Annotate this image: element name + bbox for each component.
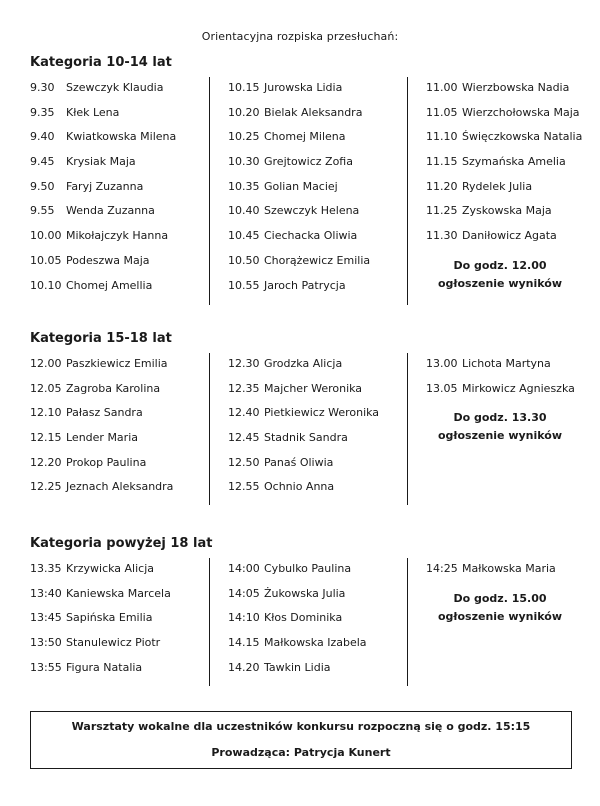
slot-time: 13:50 [30,636,62,650]
schedule-row [426,229,586,254]
slot-time: 13:55 [30,660,62,674]
participant-name: Kłek Lena [66,105,120,119]
schedule-row [30,480,200,505]
slot-time: 13.35 [30,562,62,575]
schedule-row [30,204,200,229]
schedule-row [30,155,200,180]
slot-time: 13.00 [426,357,458,370]
participant-name: Chorążewicz Emilia [264,253,371,267]
column-divider [209,558,210,686]
schedule-row [228,130,398,155]
column-divider [407,353,408,505]
column-divider [209,77,210,305]
participant-name: Podeszwa Maja [66,253,150,267]
schedule-row [228,431,398,456]
schedule-row [426,357,586,382]
schedule-column-2 [228,357,398,505]
slot-time: 14:10 [228,611,260,625]
schedule-row [228,357,398,382]
workshop-notice-box [30,711,572,769]
participant-name: Chomej Amellia [66,278,153,292]
participant-name: Stanulewicz Piotr [66,636,161,650]
schedule-row [30,279,200,304]
workshop-announcement: Warsztaty wokalne dla uczestników konkursu rozpoczną się o godz. 15:15 [71,720,531,733]
slot-time: 10.45 [228,229,260,243]
participant-name: Lichota Martyna [462,357,551,370]
schedule-row [30,456,200,481]
schedule-row [228,81,398,106]
results-announcement: Do godz. 13.30 ogłoszenie wyników [437,411,563,443]
participant-name: Grodzka Alicja [264,357,343,370]
participant-name: Majcher Weronika [264,381,363,395]
results-announcement: Do godz. 15.00 ogłoszenie wyników [437,591,563,623]
participant-name: Ciechacka Oliwia [264,229,358,243]
slot-time: 12.50 [228,455,260,469]
schedule-row [228,456,398,481]
schedule-row [228,661,398,686]
schedule-row [228,254,398,279]
participant-name: Daniłowicz Agata [462,229,557,243]
participant-name: Kaniewska Marcela [66,586,171,600]
slot-time: 11.25 [426,204,458,218]
slot-time: 10.35 [228,179,260,193]
schedule-row [228,611,398,636]
schedule-row [228,636,398,661]
slot-time: 10.00 [30,229,62,243]
category-heading: Kategoria 10-14 lat [30,55,172,70]
participant-name: Golian Maciej [264,179,338,193]
category-heading: Kategoria powyżej 18 lat [30,536,213,551]
schedule-row [228,406,398,431]
participant-name: Faryj Zuzanna [66,179,144,193]
schedule-row [426,180,586,205]
schedule-row [426,81,586,106]
schedule-row [30,254,200,279]
schedule-column-1 [30,562,200,685]
slot-time: 10.10 [30,278,62,292]
participant-name: Wierzchołowska Maja [462,105,580,119]
slot-time: 9.45 [30,155,55,169]
slot-time: 13:40 [30,586,62,600]
participant-name: Panaś Oliwia [264,455,334,469]
participant-name: Szewczyk Helena [264,204,360,218]
schedule-row [30,431,200,456]
slot-time: 10.50 [228,253,260,267]
schedule-column-3 [426,81,586,293]
slot-time: 14:25 [426,562,458,575]
schedule-row [30,562,200,587]
slot-time: 11.10 [426,130,458,144]
schedule-row [228,562,398,587]
slot-time: 9.30 [30,81,55,94]
slot-time: 12.30 [228,357,260,370]
column-divider [407,77,408,305]
slot-time: 10.30 [228,155,260,169]
schedule-row [426,106,586,131]
participant-name: Szewczyk Klaudia [66,81,164,94]
slot-time: 13:45 [30,611,62,625]
slot-time: 12.05 [30,381,62,395]
slot-time: 12.15 [30,431,62,445]
schedule-row [228,155,398,180]
schedule-row [228,229,398,254]
slot-time: 10.25 [228,130,260,144]
participant-name: Krzywicka Alicja [66,562,155,575]
participant-name: Wierzbowska Nadia [462,81,570,94]
category-heading: Kategoria 15-18 lat [30,331,172,346]
schedule-row [426,155,586,180]
participant-name: Figura Natalia [66,660,143,674]
participant-name: Jurowska Lidia [264,81,343,94]
schedule-row [30,229,200,254]
schedule-row [426,204,586,229]
slot-time: 12.00 [30,357,62,370]
slot-time: 10.55 [228,278,260,292]
participant-name: Bielak Aleksandra [264,105,363,119]
participant-name: Lender Maria [66,431,138,445]
participant-name: Pałasz Sandra [66,406,143,420]
schedule-row [30,661,200,686]
schedule-column-2 [228,81,398,303]
schedule-row [228,480,398,505]
page-title: Orientacyjna rozpiska przesłuchań: [201,30,399,43]
schedule-row [228,587,398,612]
participant-name: Sapińska Emilia [66,611,153,625]
schedule-row [228,106,398,131]
participant-name: Mirkowicz Agnieszka [462,381,575,395]
participant-name: Wenda Zuzanna [66,204,155,218]
schedule-row [30,636,200,661]
slot-time: 14:00 [228,562,260,575]
participant-name: Zagroba Karolina [66,381,161,395]
participant-name: Ochnio Anna [264,480,335,494]
schedule-row [426,382,586,407]
participant-name: Prokop Paulina [66,455,147,469]
participant-name: Rydelek Julia [462,179,533,193]
schedule-row [228,180,398,205]
slot-time: 12.40 [228,406,260,420]
slot-time: 9.40 [30,130,55,144]
participant-name: Święczkowska Natalia [462,130,583,144]
schedule-column-3 [426,562,586,626]
schedule-column-1 [30,81,200,303]
schedule-row [228,279,398,304]
slot-time: 11.05 [426,105,458,119]
participant-name: Krysiak Maja [66,155,136,169]
slot-time: 10.40 [228,204,260,218]
schedule-column-1 [30,357,200,505]
schedule-row [426,562,586,587]
schedule-row [30,611,200,636]
slot-time: 12.10 [30,406,62,420]
schedule-row [30,382,200,407]
schedule-row [30,357,200,382]
slot-time: 12.25 [30,480,62,494]
participant-name: Małkowska Maria [462,562,556,575]
slot-time: 10.15 [228,81,260,94]
participant-name: Grejtowicz Zofia [264,155,353,169]
participant-name: Cybulko Paulina [264,562,352,575]
schedule-row [426,130,586,155]
schedule-row [30,406,200,431]
participant-name: Tawkin Lidia [264,660,331,674]
slot-time: 14.20 [228,660,260,674]
schedule-row [30,587,200,612]
slot-time: 12.55 [228,480,260,494]
participant-name: Zyskowska Maja [462,204,552,218]
participant-name: Mikołajczyk Hanna [66,229,169,243]
results-announcement: Do godz. 12.00 ogłoszenie wyników [437,258,563,290]
slot-time: 11.30 [426,229,458,243]
participant-name: Kłos Dominika [264,611,343,625]
slot-time: 12.45 [228,431,260,445]
slot-time: 11.00 [426,81,458,94]
slot-time: 11.20 [426,179,458,193]
schedule-row [228,204,398,229]
participant-name: Jaroch Patrycja [264,278,346,292]
workshop-host: Prowadząca: Patrycja Kunert [211,746,391,759]
slot-time: 9.50 [30,179,55,193]
participant-name: Kwiatkowska Milena [66,130,177,144]
slot-time: 10.20 [228,105,260,119]
column-divider [407,558,408,686]
slot-time: 9.55 [30,204,55,218]
slot-time: 12.35 [228,381,260,395]
slot-time: 9.35 [30,105,55,119]
column-divider [209,353,210,505]
slot-time: 11.15 [426,155,458,169]
slot-time: 10.05 [30,253,62,267]
participant-name: Szymańska Amelia [462,155,566,169]
schedule-row [30,106,200,131]
slot-time: 13.05 [426,381,458,395]
participant-name: Pietkiewicz Weronika [264,406,380,420]
participant-name: Stadnik Sandra [264,431,348,445]
participant-name: Chomej Milena [264,130,346,144]
slot-time: 14:05 [228,586,260,600]
schedule-column-3 [426,357,586,445]
slot-time: 12.20 [30,455,62,469]
participant-name: Żukowska Julia [264,586,346,600]
schedule-row [228,382,398,407]
schedule-row [30,130,200,155]
schedule-column-2 [228,562,398,685]
participant-name: Jeznach Aleksandra [66,480,174,494]
participant-name: Małkowska Izabela [264,636,367,650]
participant-name: Paszkiewicz Emilia [66,357,168,370]
schedule-row [30,81,200,106]
slot-time: 14.15 [228,636,260,650]
schedule-row [30,180,200,205]
